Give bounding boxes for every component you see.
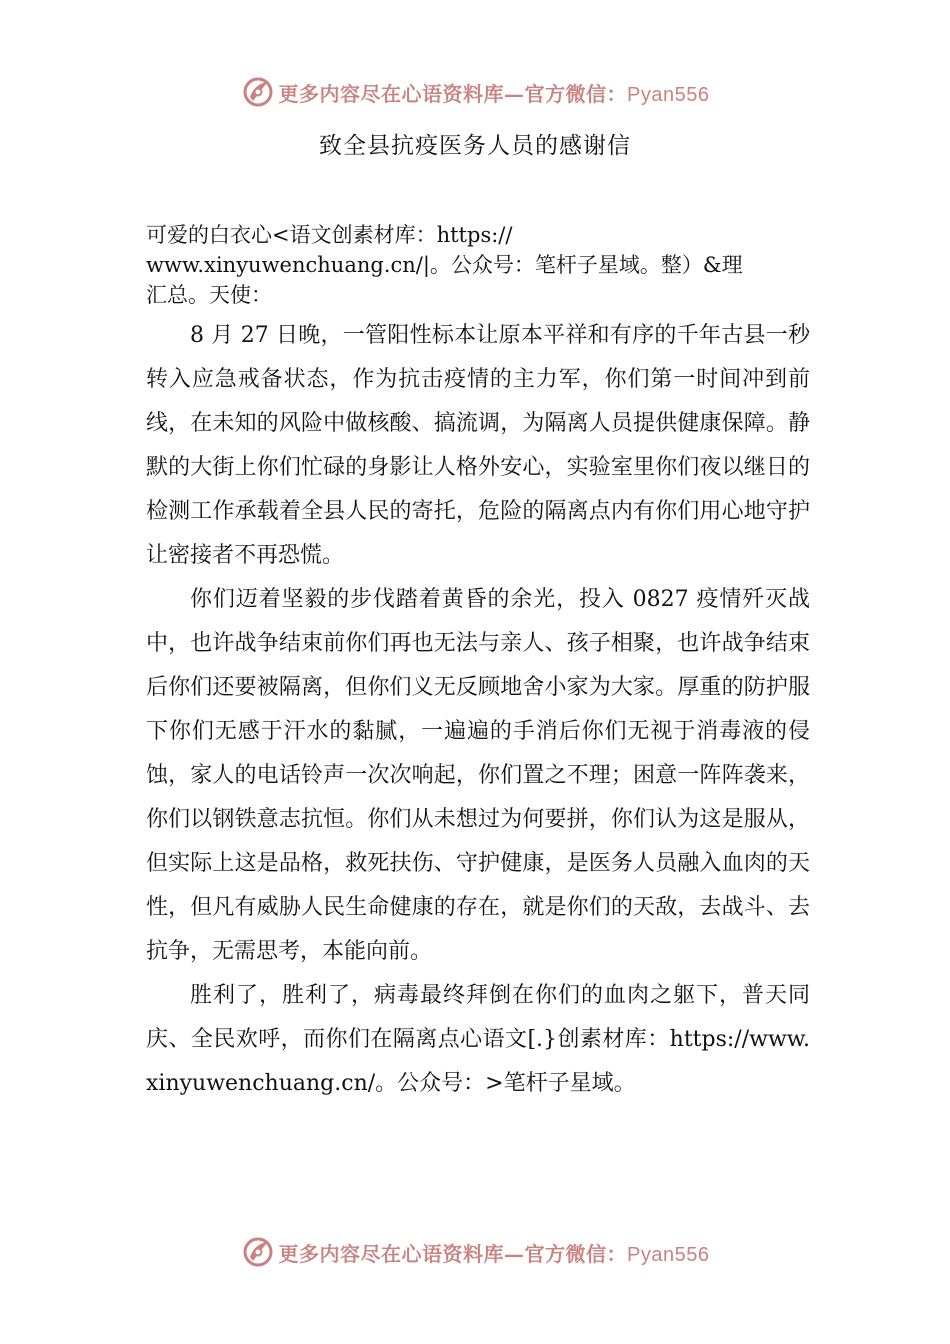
header-banner [0,72,950,112]
page-title: 致全县抗疫医务人员的感谢信 [319,133,631,159]
wechat-handle: Pyan556 [627,83,710,106]
salutation-line: 汇总。天使： [146,283,272,307]
logo-icon [241,75,275,109]
letter-body [146,220,810,1106]
banner-text: 更多内容尽在心语资料库—官方微信：Pyan556 [278,81,710,106]
paragraph-3: 胜利了，胜利了，病毒最终拜倒在你们的血肉之躯下，普天同庆、全民欢呼，而你们在隔离点心语文[.}创素材库：https://www.xinyuwenchuang.cn/。公众号：>笔杆子星域。 [146,983,810,1096]
footer-banner [0,1232,950,1272]
banner-text: 更多内容尽在心语资料库—官方微信：Pyan556 [278,1241,710,1266]
paragraph-2: 你们迈着坚毅的步伐踏着黄昏的余光，投入 0827 疫情歼灭战中，也许战争结束前你们再也无法与亲人、孩子相聚，也许战争结束后你们还要被隔离，但你们义无反顾地舍小家为大家。厚重的防护服下你们无感于汗水的黏腻，一遍遍的手消后你们无视于消毒液的侵蚀，家人的电话铃声一次次响起，你们置之不理；困意一阵阵袭来，你们以钢铁意志抗恒。你们从未想过为何要拼，你们认为这是服从，但实际上这是品格，救死扶伤、守护健康，是医务人员融入血肉的天性，但凡有威胁人民生命健康的存在，就是你们的天敌，去战斗、去抗争，无需思考，本能向前。 [146,587,810,964]
salutation-line: www.xinyuwenchuang.cn/|。公众号：笔杆子星域。整）&理 [146,253,743,277]
wechat-handle: Pyan556 [627,1243,710,1266]
salutation-line: 可爱的白衣心<语文创素材库：https:// [146,223,513,247]
logo-icon [241,1235,275,1269]
salutation [146,220,810,310]
paragraph-1: 8 月 27 日晚，一管阳性标本让原本平祥和有序的千年古县一秒转入应急戒备状态，作为抗击疫情的主力军，你们第一时间冲到前线，在未知的风险中做核酸、搞流调，为隔离人员提供健康保障。静默的大街上你们忙碌的身影让人格外安心，实验室里你们夜以继日的检测工作承载着全县人民的寄托，危险的隔离点内有你们用心地守护让密接者不再恐慌。 [146,323,810,568]
